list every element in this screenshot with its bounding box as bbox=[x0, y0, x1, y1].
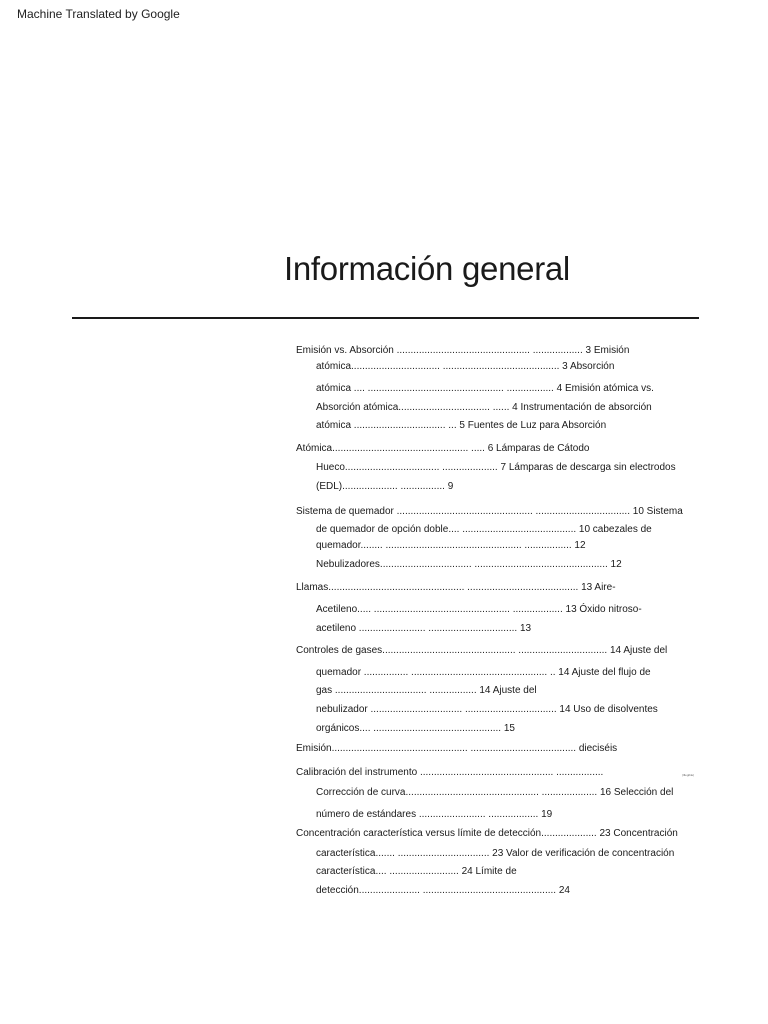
toc-line: Controles de gases................................................ ................................ 14 Ajuste del bbox=[296, 645, 668, 656]
toc-line: Emisión................................................. ...................................... dieciséis bbox=[296, 743, 618, 754]
toc-line: nebulizador ................................. ................................. 14 Uso de disolventes bbox=[316, 704, 658, 715]
toc-line: característica.... ......................... 24 Límite de bbox=[316, 866, 517, 877]
toc-line: Hueco.................................. .................... 7 Lámparas de descarga sin electrodos bbox=[316, 462, 676, 473]
toc-line: Atómica................................................. ..... 6 Lámparas de Cátodo bbox=[296, 443, 590, 454]
toc-line: de quemador de opción doble.... ......................................... 10 cabezales de bbox=[316, 524, 652, 535]
toc-line: quemador........ ................................................. ................. 12 bbox=[316, 540, 586, 551]
toc-line: acetileno ........................ ................................ 13 bbox=[316, 623, 532, 634]
toc-line: Sistema de quemador ................................................. .................................. 10 Sistema bbox=[296, 506, 683, 517]
tiny-page-mark: (Illegible) bbox=[682, 773, 695, 777]
toc-line: orgánicos.... .............................................. 15 bbox=[316, 723, 515, 734]
toc-line: Concentración característica versus límite de detección.................... 23 Concentración bbox=[296, 828, 678, 839]
toc-line: Absorción atómica................................. ...... 4 Instrumentación de absorción bbox=[316, 402, 652, 413]
toc-line: quemador ................ ................................................. .. 14 Ajuste del flujo de bbox=[316, 667, 651, 678]
toc-line: atómica................................ .......................................... 3 Absorción bbox=[316, 361, 615, 372]
toc-line: detección...................... ................................................ 24 bbox=[316, 885, 570, 896]
toc-line: atómica .... ................................................. ................. 4 Emisión atómica vs. bbox=[316, 383, 654, 394]
toc-line: número de estándares ........................ .................. 19 bbox=[316, 809, 553, 820]
page-title: Información general bbox=[284, 250, 570, 287]
title-divider bbox=[72, 317, 699, 319]
toc-line: Llamas................................................. ........................................ 13 Aire- bbox=[296, 582, 616, 593]
toc-line: Nebulizadores................................. ................................................ 12 bbox=[316, 559, 622, 570]
toc-line: Corrección de curva................................................ .................... 16 Selección del bbox=[316, 787, 674, 798]
toc-line: gas ................................. ................. 14 Ajuste del bbox=[316, 685, 537, 696]
toc-line: Acetileno..... ................................................. .................. 13 Óxido nitroso- bbox=[316, 604, 642, 615]
machine-translation-banner: Machine Translated by Google bbox=[17, 7, 180, 21]
toc-line: (EDL).................... ................ 9 bbox=[316, 481, 454, 492]
toc-line: Emisión vs. Absorción ................................................ .................. 3 Emisión bbox=[296, 345, 630, 356]
toc-line: atómica ................................. ... 5 Fuentes de Luz para Absorción bbox=[316, 420, 607, 431]
toc-line: característica....... ................................. 23 Valor de verificación de concentración bbox=[316, 848, 675, 859]
toc-line: Calibración del instrumento ................................................ ................. bbox=[296, 767, 604, 778]
